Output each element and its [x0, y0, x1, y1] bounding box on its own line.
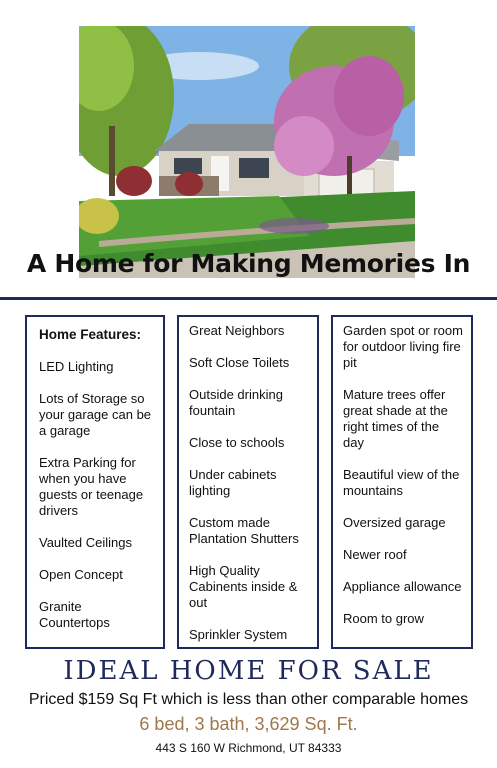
- list-item: Soft Close Toilets: [189, 355, 290, 370]
- list-item: Newer roof: [343, 547, 407, 562]
- list-item: Beautiful view of the mountains: [343, 467, 460, 498]
- list-item: Extra Parking for when you have guests or teenage drivers: [39, 455, 144, 518]
- list-item: Appliance allowance: [343, 579, 462, 594]
- address: 443 S 160 W Richmond, UT 84333: [155, 741, 342, 755]
- list-item: High Quality Cabinents inside & out: [189, 563, 298, 610]
- list-item: Lots of Storage so your garage can be a garage: [39, 391, 152, 438]
- list-item: Room to grow: [343, 611, 424, 626]
- list-item: Custom made Plantation Shutters: [189, 515, 299, 546]
- features-column-1: [25, 315, 165, 649]
- list-item: Close to schools: [189, 435, 285, 450]
- list-item: Under cabinets lighting: [189, 467, 277, 498]
- list-item: Sprinkler System: [189, 627, 288, 642]
- list-item: Open Concept: [39, 567, 123, 582]
- list-item: Vaulted Ceilings: [39, 535, 132, 550]
- headline: A Home for Making Memories In: [26, 249, 471, 278]
- list-item: Outside drinking fountain: [189, 387, 283, 418]
- sale-title: IDEAL HOME FOR SALE: [63, 656, 434, 686]
- house-photo: [79, 26, 415, 278]
- list-item: LED Lighting: [39, 359, 114, 374]
- list-item: Great Neighbors: [189, 323, 285, 338]
- list-item: Mature trees offer great shade at the right times of the day: [343, 387, 448, 450]
- list-item: Granite Countertops: [39, 599, 110, 630]
- divider-rule: [0, 297, 497, 300]
- list-item: Oversized garage: [343, 515, 446, 530]
- features-column-3: [331, 315, 473, 649]
- list-item: Garden spot or room for outdoor living fire pit: [343, 323, 463, 370]
- price-line: Priced $159 Sq Ft which is less than other comparable homes: [28, 691, 469, 708]
- features-heading: Home Features:: [39, 327, 142, 342]
- features-column-2: [177, 315, 319, 649]
- home-specs: 6 bed, 3 bath, 3,629 Sq. Ft.: [139, 714, 358, 734]
